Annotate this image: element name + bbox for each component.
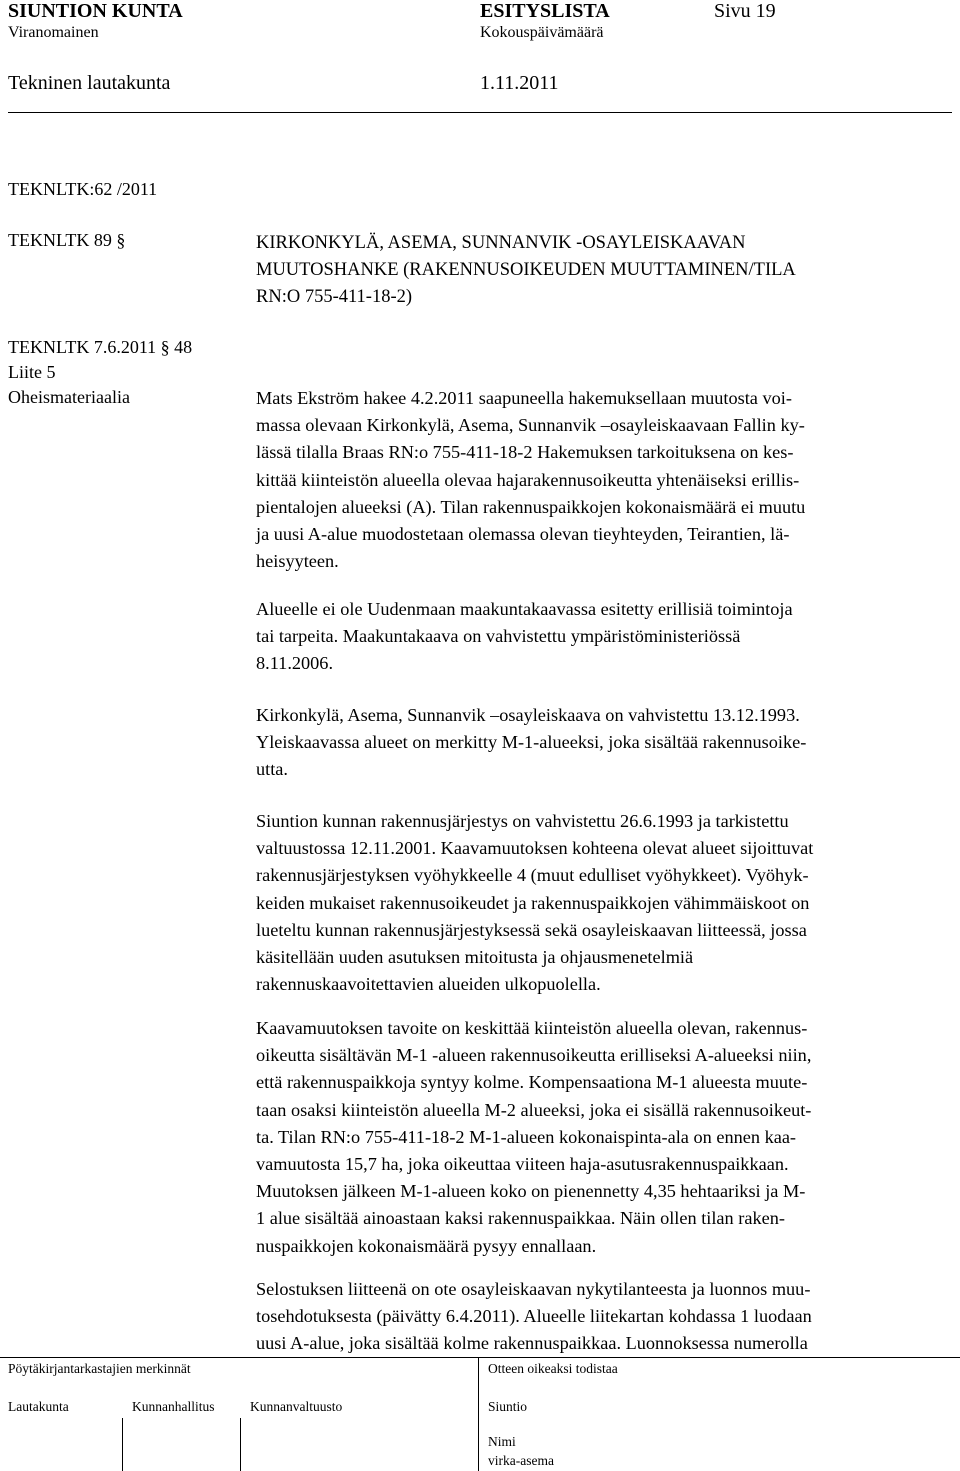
case-title-line: MUUTOSHANKE (RAKENNUSOIKEUDEN MUUTTAMINEN/TILA: [256, 260, 796, 280]
text-line: Kirkonkylä, Asema, Sunnanvik –osayleiskaava on vahvistettu 13.12.1993.: [256, 705, 800, 725]
text-line: heisyyteen.: [256, 551, 339, 572]
text-line: Alueelle ei ole Uudenmaan maakuntakaavassa esitetty erillisiä toimintoja: [256, 599, 793, 619]
paragraph-attachment-description: [256, 1276, 948, 1358]
footer-divider: [240, 1418, 241, 1471]
text-line: Kaavamuutoksen tavoite on keskittää kiinteistön alueella olevan, rakennus-: [256, 1018, 808, 1038]
certified-copy-label: Otteen oikeaksi todistaa: [488, 1361, 618, 1376]
text-line: Yleiskaavassa alueet on merkitty M-1-alueeksi, joka sisältää rakennusoike-: [256, 732, 807, 753]
text-line: taan osaksi kiinteistön alueella M-2 alueeksi, joka ei sisällä rakennusoikeut-: [256, 1099, 812, 1120]
text-line: Muutoksen jälkeen M-1-alueen koko on pienennetty 4,35 hehtaariksi ja M-: [256, 1181, 806, 1202]
text-line: 8.11.2006.: [256, 653, 334, 674]
footer-divider: [122, 1418, 123, 1471]
text-line: Selostuksen liitteenä on ote osayleiskaavan nykytilanteesta ja luonnos muu-: [256, 1279, 811, 1299]
text-line: lässä tilalla Braas RN:o 755-411-18-2 Hakemuksen tarkoituksena on kes-: [256, 442, 794, 463]
municipality-name: SIUNTION KUNTA: [8, 0, 183, 22]
minutes-checkers-label: Pöytäkirjantarkastajien merkinnät: [8, 1361, 191, 1376]
footer-top-rule: [0, 1357, 960, 1358]
text-line: uusi A-alue, joka sisältää kolme rakennuspaikkaa. Luonnoksessa numerolla: [256, 1333, 808, 1354]
case-reference: TEKNLTK:62 /2011: [8, 179, 158, 199]
text-line: 1 alue sisältää ainoastaan kaksi rakennuspaikkaa. Näin ollen tilan raken-: [256, 1208, 785, 1229]
paragraph-application: [256, 385, 948, 575]
text-line: ta. Tilan RN:o 755-411-18-2 M-1-alueen kokonaispinta-ala on ennen kaa-: [256, 1126, 797, 1147]
text-line: valtuustossa 12.11.2001. Kaavamuutoksen kohteena olevat alueet sijoittuvat: [256, 838, 814, 859]
case-title-line: RN:O 755-411-18-2): [256, 287, 413, 307]
text-line: Siuntion kunnan rakennusjärjestys on vahvistettu 26.6.1993 ja tarkistettu: [256, 811, 789, 831]
header-rule: [8, 112, 952, 113]
council-label: Kunnanvaltuusto: [250, 1399, 343, 1414]
text-line: vamuutosta 15,7 ha, joka oikeuttaa viiteen haja-asutusrakennuspaikkaan.: [256, 1154, 789, 1175]
background-material-label: Oheismateriaalia: [8, 387, 130, 407]
attachment-label: Liite 5: [8, 362, 56, 382]
text-line: ja uusi A-alue muodostetaan olemassa olevan tieyhteyden, Teirantien, lä-: [256, 524, 790, 545]
text-line: nuspaikkojen kokonaismäärä pysyy ennallaan.: [256, 1235, 597, 1256]
footer-divider: [478, 1357, 479, 1471]
municipal-board-label: Kunnanhallitus: [132, 1399, 215, 1414]
board-label: Lautakunta: [8, 1399, 69, 1414]
previous-item-date: TEKNLTK 7.6.2011: [8, 337, 157, 357]
text-line: keiden mukaiset rakennusoikeudet ja rakennuspaikkojen vähimmäiskoot on: [256, 892, 810, 913]
text-line: lueteltu kunnan rakennusjärjestyksessä sekä osayleiskaavan liitteessä, jossa: [256, 919, 807, 940]
meeting-date: 1.11.2011: [480, 72, 559, 94]
section-symbol: §: [116, 230, 126, 250]
place-label: Siuntio: [488, 1399, 528, 1414]
text-line: että rakennuspaikkoja syntyy kolme. Kompensaationa M-1 alueesta muute-: [256, 1072, 808, 1093]
text-line: kittää kiinteistön alueella olevaa hajarakennusoikeutta yhtenäiseksi erillis-: [256, 469, 800, 490]
authority-label: Viranomainen: [8, 24, 99, 41]
authority-name: Tekninen lautakunta: [8, 72, 171, 94]
paragraph-regional-plan: [256, 596, 948, 678]
previous-item: [8, 337, 192, 358]
paragraph-plan-objective: [256, 1015, 948, 1260]
item-number-text: TEKNLTK 89: [8, 230, 112, 250]
item-number: [8, 230, 125, 251]
text-line: Mats Ekström hakee 4.2.2011 saapuneella hakemuksellaan muutosta voi-: [256, 388, 792, 408]
name-label: Nimi: [488, 1434, 516, 1449]
text-line: oikeutta sisältävän M-1 -alueen rakennusoikeutta erilliseksi A-alueeksi niin,: [256, 1045, 812, 1066]
text-line: käsitellään uuden asutuksen mitoitusta ja ohjausmenetelmiä: [256, 947, 694, 968]
section-symbol: §: [160, 337, 170, 357]
text-line: utta.: [256, 759, 288, 780]
meeting-date-label: Kokouspäivämäärä: [480, 24, 604, 41]
case-title: [256, 230, 796, 311]
text-line: massa olevaan Kirkonkylä, Asema, Sunnanvik –osayleiskaavaan Fallin ky-: [256, 415, 805, 436]
text-line: rakennuskaavoitettavien alueiden ulkopuolella.: [256, 974, 601, 995]
case-title-line: KIRKONKYLÄ, ASEMA, SUNNANVIK -OSAYLEISKAAVAN: [256, 233, 746, 253]
paragraph-building-ordinance: [256, 808, 948, 998]
text-line: pientalojen alueeksi (A). Tilan rakennuspaikkojen kokonaismäärä ei muutu: [256, 496, 806, 517]
text-line: tai tarpeita. Maakuntakaava on vahvistettu ympäristöministeriössä: [256, 626, 741, 647]
previous-item-number: 48: [174, 337, 193, 357]
paragraph-master-plan: [256, 702, 948, 784]
document-type: ESITYSLISTA: [480, 0, 610, 22]
title-label: virka-asema: [488, 1453, 554, 1468]
page-number: Sivu 19: [714, 0, 776, 22]
text-line: rakennusjärjestyksen vyöhykkeelle 4 (muut edulliset vyöhykkeet). Vyöhyk-: [256, 865, 809, 886]
text-line: tosehdotuksesta (päivätty 6.4.2011). Alueelle liitekartan kohdassa 1 luodaan: [256, 1306, 812, 1327]
